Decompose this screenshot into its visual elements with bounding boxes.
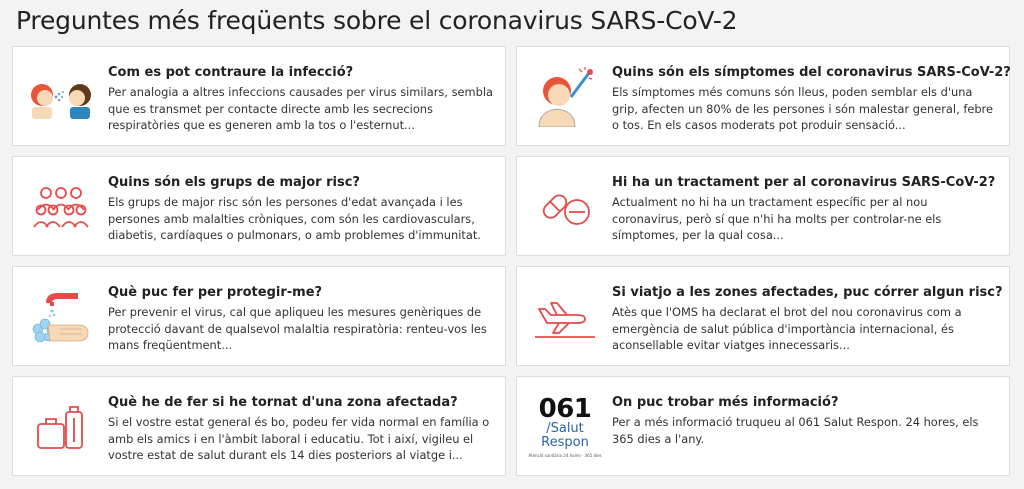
faq-card-risk-groups[interactable]	[12, 156, 506, 256]
faq-card-symptoms[interactable]	[516, 46, 1010, 146]
logo-tagline: Atenció sanitària 24 hores · 365 dies	[528, 453, 602, 458]
card-title[interactable]: Com es pot contraure la infecció?	[108, 65, 354, 80]
page-title: Preguntes més freqüents sobre el coronavirus SARS-CoV-2	[16, 6, 738, 35]
logo-line1: /Salut	[546, 421, 584, 436]
card-title[interactable]: Quins són els grups de major risc?	[108, 175, 360, 190]
hand-washing-icon	[27, 285, 95, 349]
card-text: Per prevenir el virus, cal que apliqueu les mesures genèriques de protecció davant de qualsevol malaltia respiratòria: renteu-vos les mans freqüentment...	[108, 305, 487, 352]
salut-respon-logo	[528, 394, 602, 459]
card-text: Els grups de major risc són les persones d'edat avançada i les persones amb malalties cròniques, com són les cardiovasculars, diabetis, cardíaques o pulmonars, o amb problemes d'immunitat.	[108, 195, 481, 242]
faq-card-treatment[interactable]	[516, 156, 1010, 256]
card-title[interactable]: Què he de fer si he tornat d'una zona afectada?	[108, 395, 458, 410]
card-title[interactable]: Si viatjo a les zones afectades, puc córrer algun risc?	[612, 285, 1003, 300]
card-text: Els símptomes més comuns són lleus, poden semblar els d'una grip, afecten un 80% de les persones i són malestar general, febre o tos. En els casos moderats pot produir sensació...	[612, 85, 994, 132]
faq-grid	[12, 46, 1010, 476]
faq-card-returned[interactable]	[12, 376, 506, 476]
people-talking-icon	[27, 65, 95, 129]
group-of-people-icon	[27, 175, 95, 239]
card-text: Atès que l'OMS ha declarat el brot del nou coronavirus com a emergència de salut pública d'importància internacional, és aconsellable evitar viatges innecessaris...	[612, 305, 962, 352]
airplane-icon	[531, 285, 599, 349]
card-text: Si el vostre estat general és bo, podeu fer vida normal en família o amb els amics i en l'àmbit laboral i educatiu. Tot i així, vigileu el vostre estat de salut durant els 14 dies posteriors al viatge i...	[108, 415, 490, 462]
card-title[interactable]: On puc trobar més informació?	[612, 395, 839, 410]
pills-icon	[531, 175, 599, 239]
faq-card-contagion[interactable]	[12, 46, 506, 146]
card-title[interactable]: Hi ha un tractament per al coronavirus SARS-CoV-2?	[612, 175, 996, 190]
card-title[interactable]: Quins són els símptomes del coronavirus SARS-CoV-2?	[612, 65, 1011, 80]
faq-card-travel-risk[interactable]	[516, 266, 1010, 366]
card-text: Actualment no hi ha un tractament específic per al nou coronavirus, però sí que n'hi ha molts per controlar-ne els símptomes, per la qual cosa...	[612, 195, 942, 242]
logo-number: 061	[538, 394, 592, 424]
logo-line2: Respon	[541, 435, 589, 450]
luggage-icon	[27, 395, 95, 459]
faq-card-more-info[interactable]	[516, 376, 1010, 476]
card-text: Per a més informació truqueu al 061 Salut Respon. 24 hores, els 365 dies a l'any.	[612, 415, 979, 446]
faq-card-protection[interactable]	[12, 266, 506, 366]
thermometer-person-icon	[531, 65, 599, 129]
card-title[interactable]: Què puc fer per protegir-me?	[108, 285, 323, 300]
card-text: Per analogia a altres infeccions causades per virus similars, sembla que es transmet per contacte directe amb les secrecions respiratòries que es generen amb la tos o l'esternut...	[108, 85, 493, 132]
